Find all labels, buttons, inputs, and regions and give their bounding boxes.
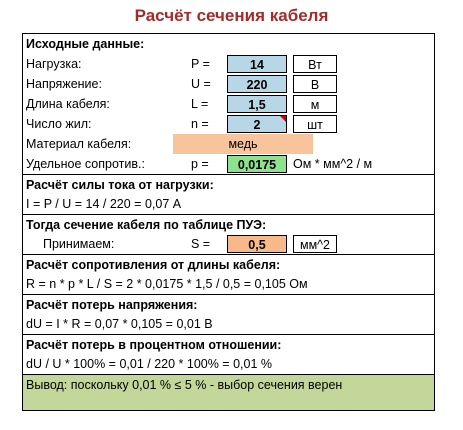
voltage-symbol: U =: [191, 77, 211, 91]
cores-row: [23, 114, 434, 134]
percent-loss-header-row: [23, 334, 434, 354]
material-select[interactable]: медь: [173, 134, 313, 154]
cores-input[interactable]: [227, 115, 287, 133]
section-header-row: [23, 214, 434, 234]
current-header-row: [23, 174, 434, 194]
current-formula-row: [23, 194, 434, 214]
section-header: Тогда сечение кабеля по таблице ПУЭ:: [26, 218, 267, 232]
length-label: Длина кабеля:: [26, 97, 110, 111]
length-input[interactable]: 1,5: [227, 95, 287, 113]
resistance-header: Расчёт сопротивления от длины кабеля:: [26, 258, 281, 272]
voltage-row: [23, 74, 434, 94]
voltage-loss-formula: dU = I * R = 0,07 * 0,105 = 0,01 В: [26, 317, 213, 331]
page-title: Расчёт сечения кабеля: [134, 6, 329, 25]
length-unit: м: [293, 95, 337, 113]
conclusion-text: Вывод: поскольку 0,01 % ≤ 5 % - выбор сечения верен: [26, 378, 343, 392]
voltage-unit: В: [293, 75, 337, 93]
percent-loss-formula: dU / U * 100% = 0,01 / 220 * 100% = 0,01 %: [26, 357, 272, 371]
current-header: Расчёт силы тока от нагрузки:: [26, 178, 214, 192]
resistivity-label: Удельное сопротив.:: [26, 157, 145, 171]
load-label: Нагрузка:: [26, 57, 82, 71]
resistivity-symbol: р =: [191, 157, 209, 171]
voltage-loss-formula-row: [23, 314, 434, 334]
resistance-formula-row: [23, 274, 434, 294]
comment-indicator-icon[interactable]: [280, 116, 286, 122]
load-input[interactable]: 14: [227, 55, 287, 73]
voltage-label: Напряжение:: [26, 77, 102, 91]
resistance-formula: R = n * p * L / S = 2 * 0,0175 * 1,5 / 0,5 = 0,105 Ом: [26, 277, 308, 291]
conclusion-row: [23, 374, 434, 410]
load-row: [23, 54, 434, 74]
section-value: 0,5: [227, 235, 287, 253]
material-row: [23, 134, 434, 154]
section-symbol: S =: [191, 237, 211, 251]
resistance-header-row: [23, 254, 434, 274]
material-label: Материал кабеля:: [26, 137, 132, 151]
inputs-header-row: [23, 34, 434, 54]
load-symbol: P =: [191, 57, 210, 71]
calculation-sheet: [22, 33, 435, 411]
cores-unit: шт: [293, 115, 337, 133]
percent-loss-header: Расчёт потерь в процентном отношении:: [26, 338, 282, 352]
resistivity-unit: Ом * мм^2 / м: [293, 157, 373, 171]
length-symbol: L =: [191, 97, 209, 111]
inputs-header: Исходные данные:: [26, 37, 145, 51]
section-unit: мм^2: [293, 235, 337, 253]
voltage-input[interactable]: 220: [227, 75, 287, 93]
resistivity-row: [23, 154, 434, 174]
section-label: Принимаем:: [43, 237, 115, 251]
voltage-loss-header: Расчёт потерь напряжения:: [26, 298, 198, 312]
voltage-loss-header-row: [23, 294, 434, 314]
percent-loss-formula-row: [23, 354, 434, 374]
cores-symbol: n =: [191, 117, 209, 131]
cores-label: Число жил:: [26, 117, 92, 131]
cores-value: 2: [253, 118, 261, 132]
resistivity-value: 0,0175: [227, 155, 287, 173]
current-formula: I = P / U = 14 / 220 = 0,07 А: [26, 197, 182, 211]
load-unit: Вт: [293, 55, 337, 73]
section-row: [23, 234, 434, 254]
length-row: [23, 94, 434, 114]
